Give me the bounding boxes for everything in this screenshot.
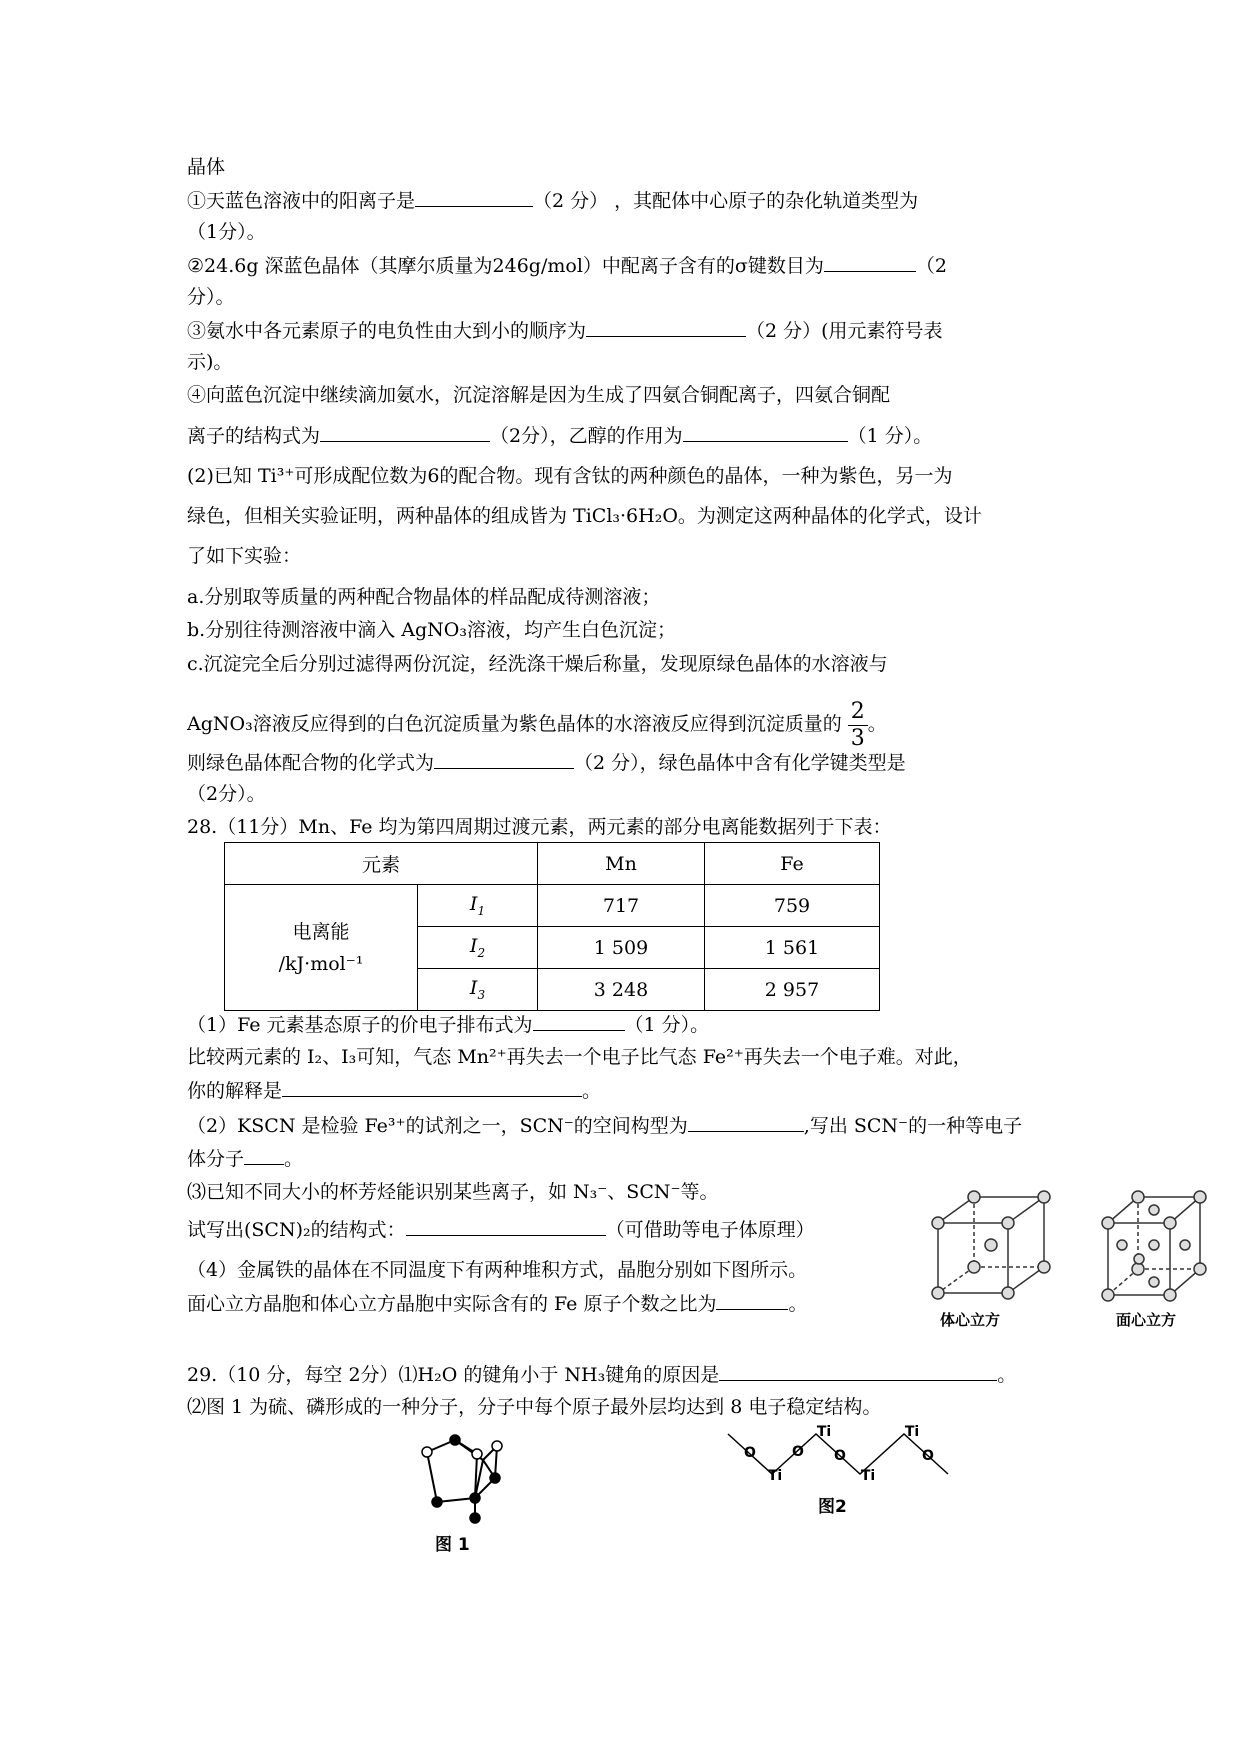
symbol: I [469, 935, 478, 958]
text-line [187, 1113, 1022, 1138]
text-segment: ③氨水中各元素原子的电负性由大到小的顺序为 [187, 320, 587, 342]
text-segment: （2 [915, 255, 947, 277]
text-line [187, 253, 947, 278]
answer-blank[interactable] [533, 1012, 625, 1031]
row-label-line: /kJ·mol⁻¹ [278, 952, 364, 975]
symbol-subscript: 1 [477, 903, 486, 918]
answer-blank[interactable] [244, 1146, 284, 1165]
text-segment: （2分），乙醇的作用为 [490, 425, 683, 447]
table-header-cell: Fe [705, 843, 880, 885]
figure-caption: 图2 [818, 1497, 847, 1517]
figure-2 [720, 1420, 1020, 1520]
answer-blank[interactable] [824, 253, 916, 272]
symbol-subscript: 2 [477, 945, 486, 960]
atom-label: Ti [816, 1424, 832, 1440]
text-line: ⑶已知不同大小的杯芳烃能识别某些离子，如 N₃⁻、SCN⁻等。 [187, 1181, 719, 1203]
fraction [848, 699, 868, 752]
figure-1 [415, 1430, 525, 1555]
text-line: 晶体 [187, 156, 226, 178]
answer-blank[interactable] [282, 1078, 582, 1097]
text-segment: ,写出 SCN⁻的一种等电子 [803, 1115, 1023, 1137]
text-segment: （2）KSCN 是检验 Fe³⁺的试剂之一，SCN⁻的空间构型为 [187, 1115, 688, 1137]
text-line: （1分）。 [187, 221, 266, 243]
symbol: I [469, 977, 478, 1000]
row-label-line: 电离能 [292, 920, 350, 943]
text-segment: 你的解释是 [187, 1080, 283, 1102]
bcc-cell-icon [930, 1185, 1060, 1305]
table-cell: 1 561 [705, 927, 880, 969]
atom-label: O [834, 1448, 846, 1464]
text-line: a.分别取等质量的两种配合物晶体的样品配成待测溶液； [187, 586, 661, 608]
text-segment: 体分子 [187, 1148, 245, 1170]
table-cell [418, 927, 538, 969]
atom-label: O [792, 1444, 804, 1460]
text-segment: （2 分） ，其配体中心原子的杂化轨道类型为 [533, 190, 919, 212]
atom-label: O [922, 1448, 934, 1464]
text-segment: （1）Fe 元素基态原子的价电子排布式为 [187, 1014, 533, 1036]
text-line [187, 750, 906, 775]
answer-blank[interactable] [586, 318, 746, 337]
text-line: （2分）。 [187, 783, 266, 805]
fraction-numerator: 2 [848, 699, 868, 726]
table-cell: 2 957 [705, 969, 880, 1011]
text-line [187, 188, 918, 213]
text-segment: （2 分）(用元素符号表 [746, 320, 943, 342]
answer-blank[interactable] [716, 1291, 788, 1310]
text-segment: 。 [788, 1293, 808, 1315]
atom-label: Ti [767, 1468, 783, 1484]
ti-o-chain-icon [720, 1420, 1020, 1490]
symbol-subscript: 3 [477, 987, 486, 1002]
answer-blank[interactable] [320, 423, 490, 442]
text-segment: 离子的结构式为 [187, 425, 321, 447]
symbol: I [469, 893, 478, 916]
text-line: c.沉淀完全后分别过滤得两份沉淀，经洗涤干燥后称量，发现原绿色晶体的水溶液与 [187, 653, 888, 675]
text-line: 比较两元素的 I₂、I₃可知，气态 Mn²⁺再失去一个电子比气态 Fe²⁺再失去一个电子难。对此， [187, 1046, 972, 1068]
text-segment: （1 分）。 [847, 425, 933, 447]
atom-label: Ti [860, 1468, 876, 1484]
text-line: 分）。 [187, 286, 235, 308]
answer-blank[interactable] [719, 1362, 997, 1381]
text-segment: 面心立方晶胞和体心立方晶胞中实际含有的 Fe 原子个数之比为 [187, 1293, 717, 1315]
table-row [225, 885, 880, 927]
table-cell: 717 [538, 885, 705, 927]
text-segment: ①天蓝色溶液中的阳离子是 [187, 190, 416, 212]
text-line [187, 1146, 303, 1171]
text-segment: （1 分）。 [624, 1014, 710, 1036]
atom-label: Ti [904, 1424, 920, 1440]
text-segment: 。 [997, 1364, 1017, 1386]
figure-caption: 体心立方 [940, 1311, 1001, 1329]
table-header-cell: 元素 [225, 843, 538, 885]
text-segment: 。 [284, 1148, 304, 1170]
text-line [187, 318, 943, 343]
text-line: (2)已知 Ti³⁺可形成配位数为6的配合物。现有含钛的两种颜色的晶体，一种为紫色，另一为 [187, 465, 953, 487]
text-line: 28.（11分）Mn、Fe 均为第四周期过渡元素，两元素的部分电离能数据列于下表： [187, 816, 892, 838]
text-segment: AgNO₃溶液反应得到的白色沉淀质量为紫色晶体的水溶液反应得到沉淀质量的 [187, 713, 842, 735]
table-header-row [225, 843, 880, 885]
text-line: 绿色，但相关实验证明，两种晶体的组成皆为 TiCl₃·6H₂O。为测定这两种晶体的化学式，设计 [187, 505, 982, 527]
answer-blank[interactable] [406, 1217, 606, 1236]
text-line: 了如下实验： [187, 545, 302, 567]
text-line [187, 423, 932, 448]
fraction-denominator: 3 [850, 725, 865, 751]
text-segment: （2 分），绿色晶体中含有化学键类型是 [574, 752, 906, 774]
text-line [187, 1078, 601, 1103]
table-cell [418, 885, 538, 927]
answer-blank[interactable] [434, 750, 574, 769]
answer-blank[interactable] [415, 188, 533, 207]
text-segment: 试写出(SCN)₂的结构式： [187, 1219, 406, 1241]
text-segment: 则绿色晶体配合物的化学式为 [187, 752, 435, 774]
figure-caption: 面心立方 [1116, 1311, 1177, 1329]
table-cell: 3 248 [538, 969, 705, 1011]
table-cell: 1 509 [538, 927, 705, 969]
table-row-label [225, 885, 418, 1011]
text-line [187, 1012, 709, 1037]
text-segment: 。 [582, 1080, 602, 1102]
text-line [187, 1217, 815, 1242]
atom-label: O [744, 1445, 756, 1461]
text-segment: 29.（10 分，每空 2分）⑴H₂O 的键角小于 NH₃键角的原因是 [187, 1364, 720, 1386]
fcc-cell-icon [1100, 1185, 1210, 1305]
bcc-cell-figure [930, 1185, 1060, 1329]
text-line [187, 1291, 808, 1316]
answer-blank[interactable] [688, 1113, 804, 1132]
answer-blank[interactable] [683, 423, 848, 442]
text-segment: 。 [867, 713, 887, 735]
text-line [187, 694, 887, 754]
figure-caption: 图 1 [435, 1535, 470, 1555]
text-line: ④向蓝色沉淀中继续滴加氨水，沉淀溶解是因为生成了四氨合铜配离子，四氨合铜配 [187, 384, 891, 406]
ionization-energy-table [224, 842, 880, 1011]
fcc-cell-figure [1100, 1185, 1230, 1329]
text-segment: ②24.6g 深蓝色晶体（其摩尔质量为246g/mol）中配离子含有的σ键数目为 [187, 255, 824, 277]
text-line: b.分别往待测溶液中滴入 AgNO₃溶液，均产生白色沉淀； [187, 619, 676, 641]
text-line [187, 1362, 1016, 1387]
table-header-cell: Mn [538, 843, 705, 885]
text-line: ⑵图 1 为硫、磷形成的一种分子，分子中每个原子最外层均达到 8 电子稳定结构。 [187, 1396, 882, 1418]
text-segment: （可借助等电子体原理） [605, 1219, 815, 1241]
sp-molecule-icon [415, 1430, 525, 1530]
text-line: （4）金属铁的晶体在不同温度下有两种堆积方式，晶胞分别如下图所示。 [187, 1259, 808, 1281]
table-cell: 759 [705, 885, 880, 927]
text-line: 示)。 [187, 351, 233, 373]
table-cell [418, 969, 538, 1011]
